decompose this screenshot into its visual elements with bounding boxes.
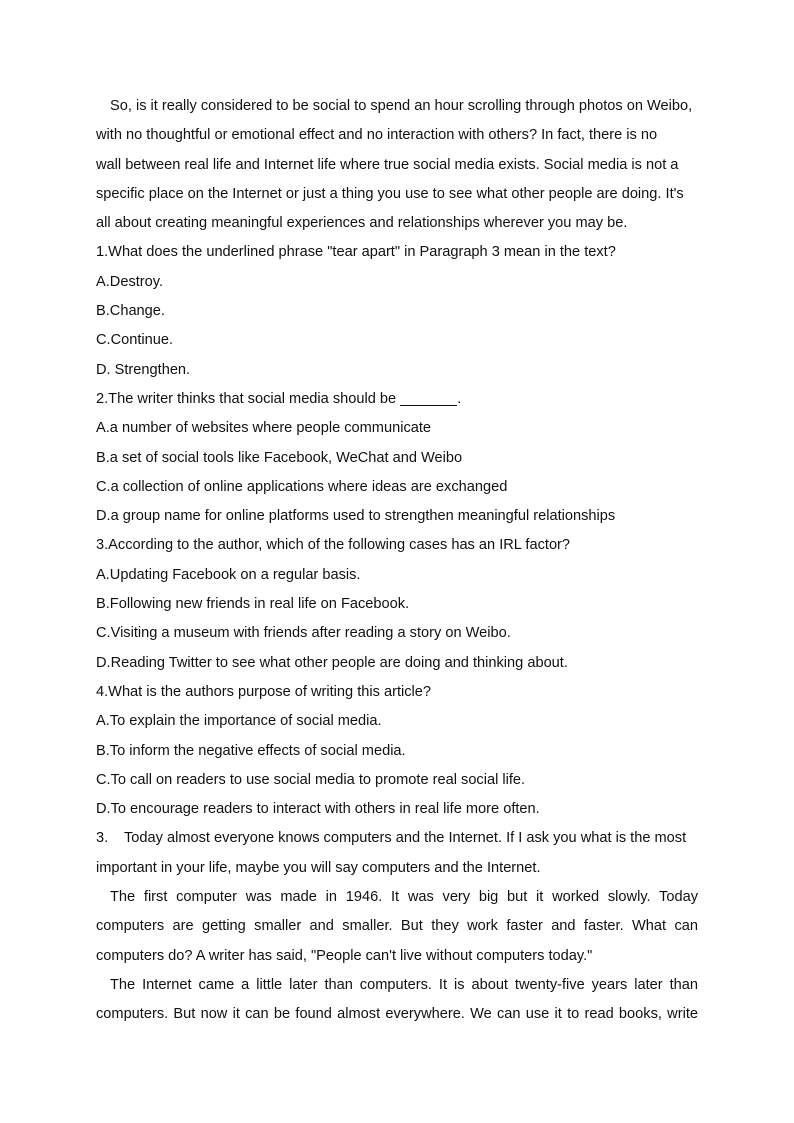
passage-line: computers. But now it can be found almost everywhere. We can use it to read books, write — [96, 1006, 698, 1023]
passage-line: all about creating meaningful experiences and relationships wherever you may be. — [96, 215, 628, 232]
question-stem — [96, 385, 698, 414]
answer-option: D.a group name for online platforms used to strengthen meaningful relationships — [96, 508, 616, 525]
passage-number: 3. — [96, 830, 109, 847]
passage-line: with no thoughtful or emotional effect and no interaction with others? In fact, there is no — [96, 127, 658, 144]
answer-option: C.a collection of online applications where ideas are exchanged — [96, 478, 508, 495]
passage-text: Today almost everyone knows computers and the Internet. If I ask you what is the most — [124, 830, 687, 847]
passage-line: computers do? A writer has said, "People can't live without computers today." — [96, 947, 593, 964]
answer-option: A.To explain the importance of social media. — [96, 713, 382, 730]
answer-option: C.Visiting a museum with friends after reading a story on Weibo. — [96, 625, 511, 642]
answer-option: B.Change. — [96, 303, 165, 320]
page-content — [96, 92, 698, 1030]
passage-line: specific place on the Internet or just a thing you use to see what other people are doing. It's — [96, 185, 684, 202]
question-stem: 1.What does the underlined phrase "tear apart" in Paragraph 3 mean in the text? — [96, 244, 616, 261]
answer-option: C.Continue. — [96, 332, 174, 349]
question-stem-text: 2.The writer thinks that social media should be — [96, 390, 401, 407]
answer-option: B.To inform the negative effects of social media. — [96, 742, 406, 759]
question-stem-end: . — [457, 390, 462, 407]
answer-option: A.Updating Facebook on a regular basis. — [96, 566, 361, 583]
answer-blank — [400, 389, 457, 406]
answer-option: D.Reading Twitter to see what other people are doing and thinking about. — [96, 654, 568, 671]
question-stem: 4.What is the authors purpose of writing this article? — [96, 683, 432, 700]
answer-option: C.To call on readers to use social media to promote real social life. — [96, 771, 526, 788]
question-stem: 3.According to the author, which of the following cases has an IRL factor? — [96, 537, 571, 554]
passage-line: The Internet came a little later than computers. It is about twenty-five years later than — [110, 976, 698, 993]
passage-line: wall between real life and Internet life where true social media exists. Social media is not a — [96, 156, 679, 173]
answer-option: B.Following new friends in real life on Facebook. — [96, 596, 410, 613]
passage-line: The first computer was made in 1946. It was very big but it worked slowly. Today — [110, 889, 698, 906]
answer-option: D. Strengthen. — [96, 361, 191, 378]
passage-line: important in your life, maybe you will say computers and the Internet. — [96, 859, 541, 876]
passage-line: computers are getting smaller and smaller. But they work faster and faster. What can — [96, 918, 698, 935]
answer-option: D.To encourage readers to interact with others in real life more often. — [96, 801, 540, 818]
answer-option: A.Destroy. — [96, 273, 164, 290]
answer-option: B.a set of social tools like Facebook, WeChat and Weibo — [96, 449, 463, 466]
passage-line — [96, 824, 698, 853]
answer-option: A.a number of websites where people communicate — [96, 420, 432, 437]
passage-line: So, is it really considered to be social to spend an hour scrolling through photos on Weibo, — [110, 98, 693, 114]
